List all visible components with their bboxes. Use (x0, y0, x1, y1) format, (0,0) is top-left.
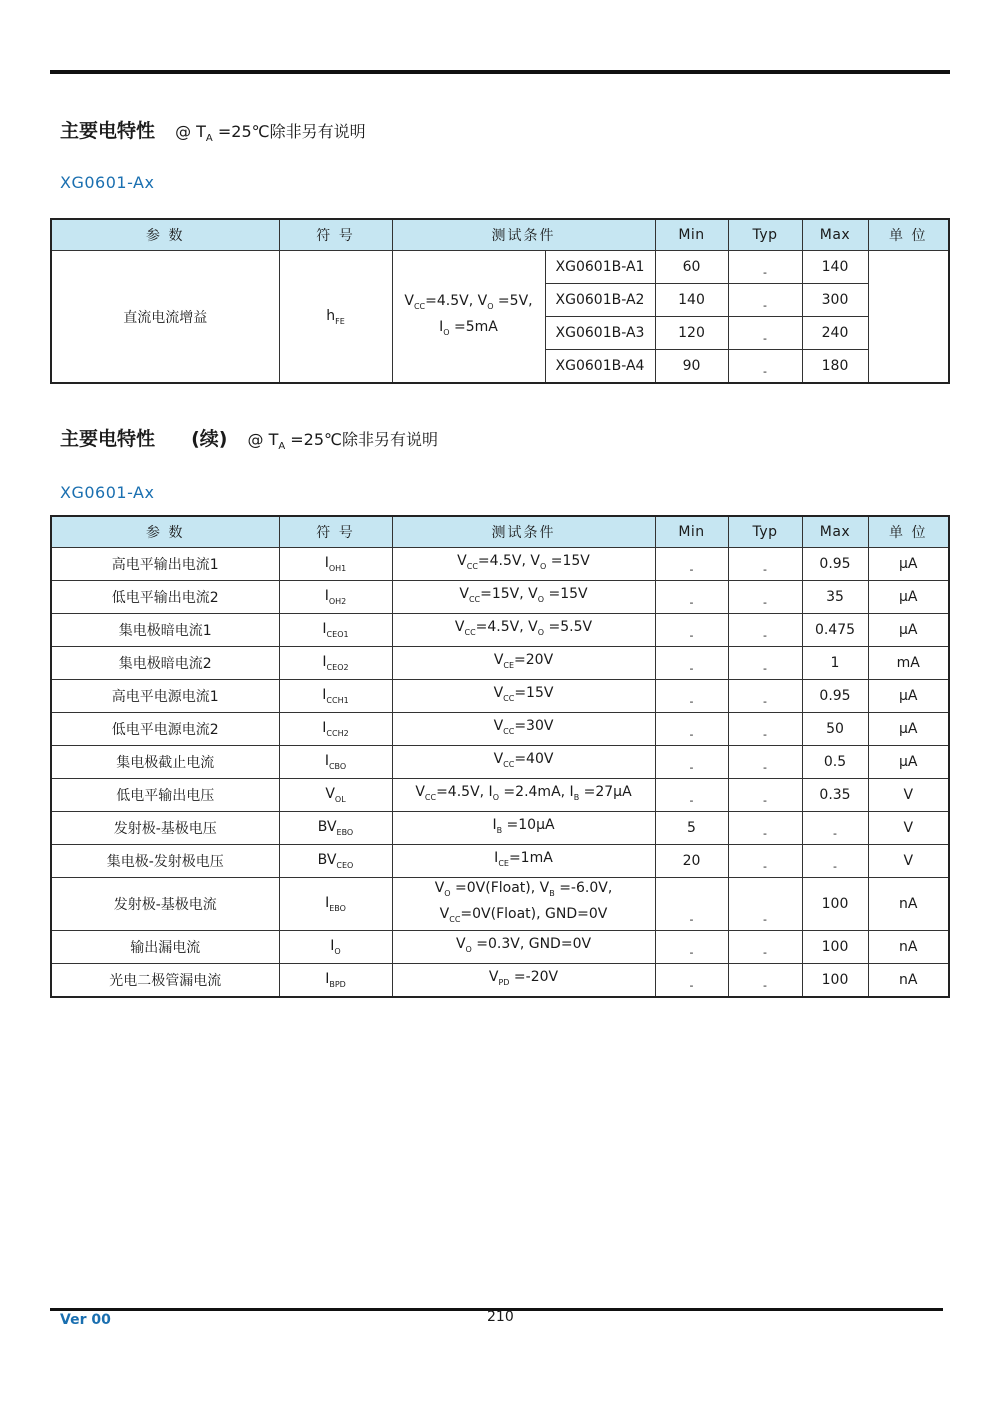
cond-sub: CC (503, 693, 515, 703)
param-cell: 高电平输出电流1 (51, 548, 279, 581)
symbol-cell (279, 713, 392, 746)
cond-text: V (488, 968, 499, 985)
max-cell: 240 (802, 317, 868, 350)
cond-text: =15V (544, 586, 588, 603)
symbol-main: I (322, 687, 327, 704)
symbol-sub: CCH2 (326, 728, 349, 738)
table-row (51, 930, 949, 963)
condition-line (393, 716, 655, 742)
cond-sub: O (537, 627, 545, 637)
cond-text: =5.5V (544, 619, 593, 636)
table-row (51, 812, 949, 845)
cond-suffix: =25℃除非另有说明 (212, 122, 366, 141)
symbol-sub: CBO (328, 761, 347, 771)
cond-text: =15V (514, 685, 554, 702)
typ-cell: - (728, 963, 802, 997)
min-cell: - (655, 581, 728, 614)
unit-cell: V (868, 779, 949, 812)
cond-text: =0V(Float), GND=0V (460, 905, 608, 922)
cond-sub: O (492, 792, 499, 802)
cond-text: =-20V (509, 968, 559, 985)
unit-cell: nA (868, 930, 949, 963)
min-cell: 20 (655, 845, 728, 878)
typ-cell: - (728, 680, 802, 713)
max-cell: 35 (802, 581, 868, 614)
symbol-main: I (325, 894, 330, 911)
cond-text: =4.5V, I (436, 784, 493, 801)
section-title-main: 主要电特性 (60, 428, 156, 450)
symbol-cell (279, 680, 392, 713)
cond-text: =30V (514, 718, 554, 735)
symbol-cell (279, 845, 392, 878)
typ-cell: - (728, 812, 802, 845)
symbol-sub: BPD (329, 979, 346, 989)
header-condition: 测试条件 (392, 516, 655, 548)
variant-cell: XG0601B-A4 (545, 350, 655, 384)
param-cell: 光电二极管漏电流 (51, 963, 279, 997)
typ-cell: - (728, 845, 802, 878)
unit-cell: μA (868, 548, 949, 581)
cond-sub: CC (413, 301, 426, 311)
cond-text: =4.5V, V (425, 292, 488, 309)
condition-cell (392, 713, 655, 746)
condition-cell (392, 647, 655, 680)
cond-sub: CC (468, 594, 481, 604)
table-row (51, 963, 949, 997)
table-row (51, 713, 949, 746)
cond-sub: A (205, 133, 213, 145)
typ-cell: - (728, 548, 802, 581)
symbol-cell (279, 963, 392, 997)
cond-sub: O (465, 944, 472, 954)
cond-text: V (459, 586, 469, 603)
cond-text: V (493, 718, 504, 735)
unit-cell: μA (868, 581, 949, 614)
cond-text: =27μA (579, 784, 632, 801)
min-cell: - (655, 548, 728, 581)
cond-sub: B (573, 792, 580, 802)
unit-cell: V (868, 845, 949, 878)
cond-text: =15V, V (480, 586, 538, 603)
min-cell: - (655, 680, 728, 713)
param-cell: 集电极-发射极电压 (51, 845, 279, 878)
typ-cell: - (728, 581, 802, 614)
param-cell: 集电极截止电流 (51, 746, 279, 779)
condition-cell (392, 548, 655, 581)
cond-text: V (455, 935, 466, 952)
cond-text: =40V (514, 751, 554, 768)
condition-cell (392, 251, 545, 384)
cond-sub: B (549, 888, 555, 898)
min-cell: - (655, 614, 728, 647)
unit-cell: mA (868, 647, 949, 680)
cond-sub: O (443, 327, 450, 337)
typ-cell: - (728, 251, 802, 284)
condition-line (393, 551, 655, 577)
table-row (51, 614, 949, 647)
symbol-sub: CEO (336, 860, 354, 870)
section-condition (247, 430, 439, 453)
max-cell: 140 (802, 251, 868, 284)
condition-line (393, 683, 655, 709)
typ-cell: - (728, 614, 802, 647)
param-cell: 发射极-基极电压 (51, 812, 279, 845)
max-cell: 100 (802, 963, 868, 997)
condition-cell (392, 878, 655, 931)
header-max: Max (802, 219, 868, 251)
cond-sub: PD (498, 977, 510, 987)
table-row (51, 845, 949, 878)
typ-cell: - (728, 878, 802, 931)
param-cell: 低电平电源电流2 (51, 713, 279, 746)
symbol-cell (279, 581, 392, 614)
table-row (51, 878, 949, 931)
cond-suffix: =25℃除非另有说明 (285, 430, 439, 449)
header-typ: Typ (728, 219, 802, 251)
symbol-sub: OH2 (328, 596, 347, 606)
symbol-main: I (324, 753, 329, 770)
section-title-main: 主要电特性 (60, 120, 156, 142)
param-cell: 发射极-基极电流 (51, 878, 279, 931)
symbol-sub: EBO (336, 827, 354, 837)
max-cell: - (802, 812, 868, 845)
header-param: 参 数 (51, 219, 279, 251)
cond-text: =4.5V, V (475, 619, 538, 636)
max-cell: 0.475 (802, 614, 868, 647)
cond-text: =5mA (449, 318, 498, 335)
cond-text: =0V(Float), V (450, 880, 550, 896)
cond-prefix: @ T (247, 430, 279, 449)
symbol-main: I (324, 588, 329, 605)
cond-text: =2.4mA, I (498, 784, 574, 801)
characteristics-table (50, 515, 950, 998)
symbol-cell (279, 878, 392, 931)
param-cell: 集电极暗电流1 (51, 614, 279, 647)
symbol-main: V (325, 786, 335, 803)
section-condition (175, 122, 366, 145)
max-cell: 0.95 (802, 680, 868, 713)
cond-text: V (415, 784, 425, 801)
param-cell: 输出漏电流 (51, 930, 279, 963)
condition-line-2 (393, 317, 545, 343)
unit-cell: V (868, 812, 949, 845)
typ-cell: - (728, 284, 802, 317)
min-cell: - (655, 878, 728, 931)
cond-sub: CC (424, 792, 437, 802)
max-cell: 300 (802, 284, 868, 317)
part-number-1: XG0601-Ax (60, 173, 155, 192)
cond-text: V (493, 751, 504, 768)
cond-sub: CC (466, 561, 478, 571)
cond-sub: O (537, 594, 545, 604)
cond-sub: CE (503, 660, 515, 670)
table-row (51, 779, 949, 812)
cond-sub: O (444, 888, 451, 898)
symbol-sub: CEO1 (326, 629, 349, 639)
max-cell: 0.5 (802, 746, 868, 779)
condition-cell (392, 581, 655, 614)
cond-text: =10μA (502, 817, 555, 834)
param-cell: 集电极暗电流2 (51, 647, 279, 680)
cond-text: =4.5V, V (477, 553, 540, 570)
min-cell: - (655, 779, 728, 812)
condition-cell (392, 779, 655, 812)
header-unit: 单 位 (868, 516, 949, 548)
table-row (51, 647, 949, 680)
table-row (51, 548, 949, 581)
cond-text: V (434, 880, 445, 896)
unit-cell: μA (868, 680, 949, 713)
symbol-sub: FE (335, 316, 345, 326)
min-cell: 90 (655, 350, 728, 384)
condition-line-1 (393, 291, 545, 317)
max-cell: 100 (802, 930, 868, 963)
cond-text: V (439, 905, 450, 922)
symbol-main: BV (317, 852, 337, 869)
cond-text: V (404, 292, 414, 309)
symbol-sub: OH1 (328, 563, 347, 573)
unit-cell: μA (868, 746, 949, 779)
cond-sub: O (487, 301, 494, 311)
symbol-sub: OL (334, 794, 346, 804)
table-row (51, 581, 949, 614)
cond-text: =0.3V, GND=0V (471, 935, 592, 952)
condition-cell (392, 963, 655, 997)
symbol-main: I (330, 937, 335, 954)
gain-table-header (51, 219, 949, 251)
part-number-2: XG0601-Ax (60, 483, 155, 502)
param-cell: 直流电流增益 (51, 251, 279, 384)
typ-cell: - (728, 647, 802, 680)
condition-cell (392, 614, 655, 647)
cond-sub: O (539, 561, 547, 571)
max-cell: 0.35 (802, 779, 868, 812)
typ-cell: - (728, 930, 802, 963)
condition-line (393, 904, 655, 930)
cond-text: =5V, (493, 292, 533, 309)
header-symbol: 符 号 (279, 516, 392, 548)
cond-text: V (454, 619, 465, 636)
condition-line (393, 650, 655, 676)
variant-cell: XG0601B-A1 (545, 251, 655, 284)
section-title-2 (60, 424, 438, 452)
min-cell: - (655, 647, 728, 680)
min-cell: - (655, 713, 728, 746)
condition-line (393, 815, 655, 841)
characteristics-table-header (51, 516, 949, 548)
symbol-cell (279, 779, 392, 812)
unit-cell: nA (868, 963, 949, 997)
header-symbol: 符 号 (279, 219, 392, 251)
cond-text: =-6.0V, (554, 880, 613, 896)
condition-line (393, 749, 655, 775)
condition-line (393, 584, 655, 610)
condition-line (393, 878, 655, 904)
header-param: 参 数 (51, 516, 279, 548)
param-cell: 低电平输出电压 (51, 779, 279, 812)
typ-cell: - (728, 713, 802, 746)
condition-line (393, 967, 655, 993)
header-condition: 测试条件 (392, 219, 655, 251)
cond-text: I (494, 850, 499, 867)
symbol-cell (279, 812, 392, 845)
symbol-main: I (322, 621, 327, 638)
unit-cell: μA (868, 713, 949, 746)
header-min: Min (655, 219, 728, 251)
condition-cell (392, 746, 655, 779)
cond-sub: CC (503, 759, 515, 769)
condition-line (393, 782, 655, 808)
cond-sub: CC (503, 726, 515, 736)
page-number: 210 (487, 1309, 514, 1325)
header-min: Min (655, 516, 728, 548)
max-cell: - (802, 845, 868, 878)
typ-cell: - (728, 350, 802, 384)
symbol-main: BV (317, 819, 337, 836)
max-cell: 100 (802, 878, 868, 931)
cond-text: V (457, 553, 467, 570)
min-cell: 120 (655, 317, 728, 350)
max-cell: 180 (802, 350, 868, 384)
symbol-main: h (326, 307, 336, 324)
unit-cell: nA (868, 878, 949, 931)
min-cell: - (655, 746, 728, 779)
header-typ: Typ (728, 516, 802, 548)
table-row (51, 746, 949, 779)
cond-sub: B (496, 825, 503, 835)
table-row (51, 680, 949, 713)
header-max: Max (802, 516, 868, 548)
symbol-cell (279, 647, 392, 680)
symbol-cell (279, 614, 392, 647)
cond-sub: CC (449, 914, 461, 924)
condition-cell (392, 845, 655, 878)
condition-cell (392, 680, 655, 713)
cond-text: =1mA (508, 850, 553, 867)
cond-sub: A (278, 441, 286, 453)
max-cell: 0.95 (802, 548, 868, 581)
condition-cell (392, 812, 655, 845)
cond-text: I (439, 318, 444, 335)
symbol-sub: CCH1 (326, 695, 349, 705)
symbol-main: I (324, 555, 329, 572)
cond-text: V (493, 652, 504, 669)
version-label: Ver 00 (60, 1312, 111, 1328)
typ-cell: - (728, 779, 802, 812)
min-cell: - (655, 963, 728, 997)
table-row (51, 251, 949, 284)
min-cell: 60 (655, 251, 728, 284)
typ-cell: - (728, 746, 802, 779)
min-cell: - (655, 930, 728, 963)
symbol-cell (279, 548, 392, 581)
condition-line (393, 934, 655, 960)
max-cell: 50 (802, 713, 868, 746)
condition-cell (392, 930, 655, 963)
section-title-continued: (续) (191, 428, 228, 450)
min-cell: 5 (655, 812, 728, 845)
symbol-main: I (325, 970, 330, 987)
unit-cell (868, 251, 949, 384)
characteristics-body (51, 548, 949, 997)
gain-table (50, 218, 950, 384)
top-rule (50, 70, 950, 74)
variant-cell: XG0601B-A2 (545, 284, 655, 317)
symbol-cell (279, 251, 392, 384)
param-cell: 低电平输出电流2 (51, 581, 279, 614)
cond-text: V (493, 685, 504, 702)
param-cell: 高电平电源电流1 (51, 680, 279, 713)
unit-cell: μA (868, 614, 949, 647)
min-cell: 140 (655, 284, 728, 317)
variant-cell: XG0601B-A3 (545, 317, 655, 350)
symbol-sub: EBO (329, 903, 346, 913)
condition-line (393, 848, 655, 874)
typ-cell: - (728, 317, 802, 350)
cond-text: I (492, 817, 497, 834)
cond-text: =20V (514, 652, 554, 669)
cond-text: =15V (546, 553, 590, 570)
section-title-1 (60, 116, 366, 144)
header-unit: 单 位 (868, 219, 949, 251)
symbol-main: I (322, 654, 327, 671)
max-cell: 1 (802, 647, 868, 680)
symbol-sub: O (334, 946, 341, 956)
cond-prefix: @ T (175, 122, 206, 141)
symbol-cell (279, 746, 392, 779)
cond-sub: CC (464, 627, 476, 637)
symbol-sub: CEO2 (326, 662, 349, 672)
symbol-cell (279, 930, 392, 963)
condition-line (393, 617, 655, 643)
cond-sub: CE (498, 858, 509, 868)
symbol-main: I (322, 720, 327, 737)
